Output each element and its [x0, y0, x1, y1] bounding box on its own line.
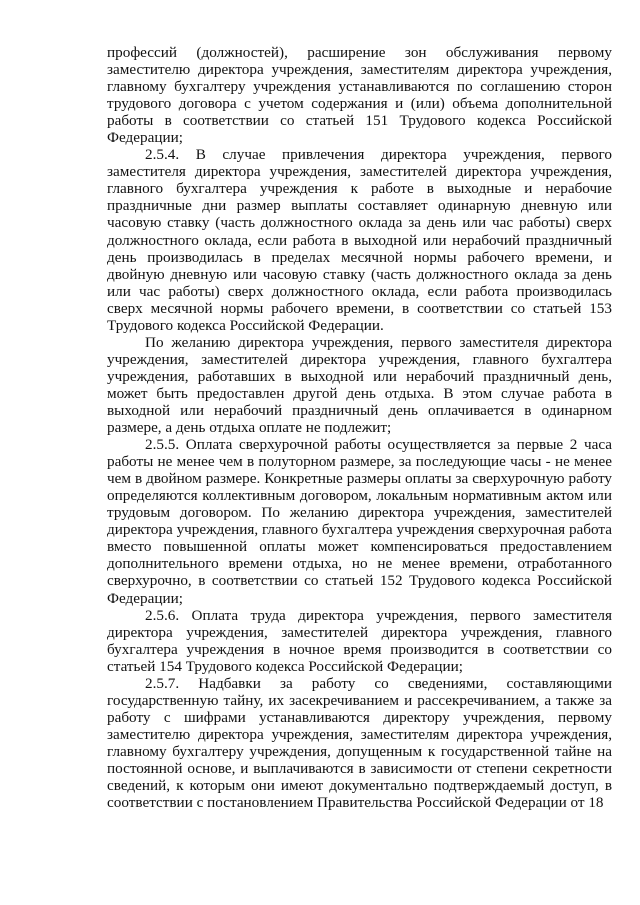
paragraph-2-5-7: 2.5.7. Надбавки за работу со сведениями, составляющими государственную тайну, их засекречиванием и рассекречиванием, а также за работу с шифрами устанавливаются директору учреждения, первому заместителю директора учреждения, заместителям директора учреждения, главному бухгалтеру учреждения, допущенным к государственной тайне на постоянной основе, и выплачиваются в зависимости от степени секретности сведений, к которым они имеют документально подтверждаемый доступ, в соответствии с постановлением Правительства Российской Федерации от 18 [107, 674, 612, 812]
paragraph-2-5-4: 2.5.4. В случае привлечения директора учреждения, первого заместителя директора учреждения, заместителей директора учреждения, главного бухгалтера учреждения к работе в выходные и нерабочие праздничные дни размер выплаты составляет одинарную дневную или часовую ставку (часть должностного оклада за день или час работы) сверх должностного оклада, если работа в выходной или нерабочий праздничный день производилась в пределах месячной нормы рабочего времени, и двойную дневную или часовую ставку (часть должностного оклада за день или час работы) сверх должностного оклада, если работа производилась сверх месячной нормы рабочего времени, в соответствии со статьей 153 Трудового кодекса Российской Федерации. [107, 146, 612, 334]
paragraph-continuation-2-5-3: профессий (должностей), расширение зон обслуживания первому заместителю директора учреждения, заместителям директора учреждения, главному бухгалтеру учреждения устанавливаются по соглашению сторон трудового договора с учетом содержания и (или) объема дополнительной работы в соответствии со статьей 151 Трудового кодекса Российской Федерации; [107, 44, 612, 147]
paragraph-2-5-6: 2.5.6. Оплата труда директора учреждения, первого заместителя директора учреждения, заместителей директора учреждения, главного бухгалтера учреждения в ночное время производится в соответствии со статьей 154 Трудового кодекса Российской Федерации; [107, 606, 612, 675]
paragraph-2-5-4-day-off: По желанию директора учреждения, первого заместителя директора учреждения, заместителей директора учреждения, главного бухгалтера учреждения, работавших в выходной или нерабочий праздничный день, может быть предоставлен другой день отдыха. В этом случае работа в выходной или нерабочий праздничный день оплачивается в одинарном размере, а день отдыха оплате не подлежит; [107, 333, 612, 437]
paragraph-2-5-5: 2.5.5. Оплата сверхурочной работы осуществляется за первые 2 часа работы не менее чем в полуторном размере, за последующие часы - не менее чем в двойном размере. Конкретные размеры оплаты за сверхурочную работу определяются коллективным договором, локальным нормативным актом или трудовым договором. По желанию директора учреждения, заместителей директора учреждения, главного бухгалтера учреждения сверхурочная работа вместо повышенной оплаты может компенсироваться предоставлением дополнительного времени отдыха, но не менее времени, отработанного сверхурочно, в соответствии со статьей 152 Трудового кодекса Российской Федерации; [107, 436, 612, 607]
